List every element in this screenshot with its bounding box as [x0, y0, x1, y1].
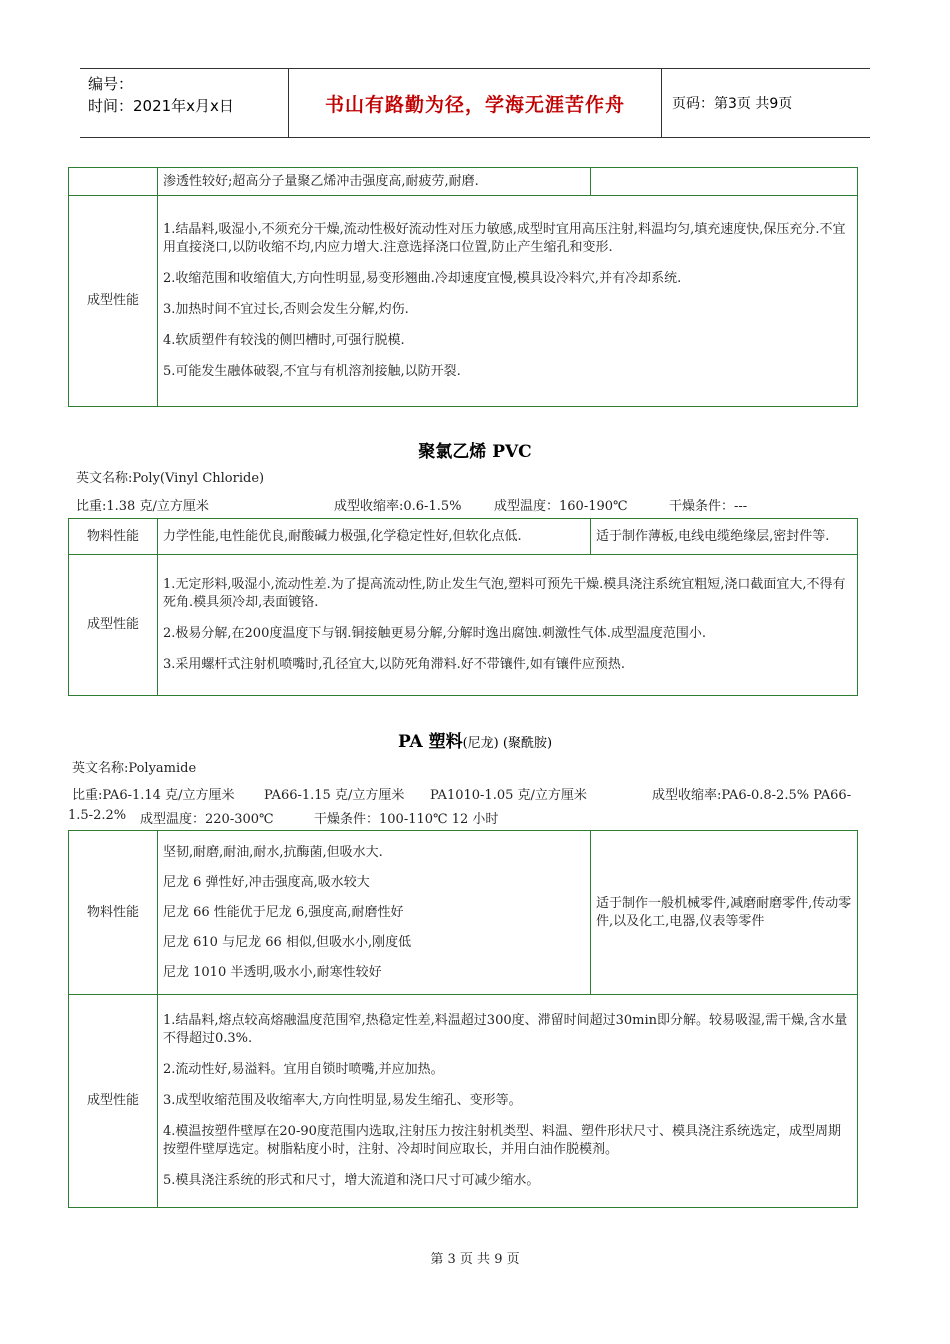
pa-title-subtitle: (尼龙) (聚酰胺) [462, 736, 553, 751]
page-header [80, 68, 870, 138]
pvc-density: 比重:1.38 克/立方厘米 [76, 499, 209, 514]
forming-item: 5.可能发生融体破裂,不宜与有机溶剂接触,以防开裂. [163, 364, 461, 379]
uses-cell [591, 168, 858, 196]
pe-properties-table [68, 167, 858, 407]
forming-item: 1.结晶料,吸湿小,不须充分干燥,流动性极好流动性对压力敏感,成型时宜用高压注射,料温均匀,填充速度快,保压充分.不宜用直接浇口,以防收缩不均,内应力增大.注意选择浇口位置,防止产生缩孔和变形. [163, 222, 846, 255]
forming-item: 4.软质塑件有较浅的侧凹槽时,可强行脱模. [163, 333, 405, 348]
table-row [69, 196, 858, 407]
material-item: 尼龙 610 与尼龙 66 相似,但吸水小,刚度低 [163, 934, 412, 950]
forming-item: 2.收缩范围和收缩值大,方向性明显,易变形翘曲.冷却速度宜慢,模具设冷料穴,并有冷却系统. [163, 271, 682, 286]
forming-item: 5.模具浇注系统的形式和尺寸，增大流道和浇口尺寸可减少缩水。 [163, 1173, 540, 1188]
forming-cell [158, 555, 858, 696]
doc-number-label: 编号： [88, 75, 134, 93]
uses-cell: 适于制作一般机械零件,减磨耐磨零件,传动零件,以及化工,电器,仪表等零件 [591, 831, 858, 995]
table-row [69, 555, 858, 696]
table-row [69, 519, 858, 555]
pa-drying: 干燥条件：100-110℃ 12 小时 [314, 812, 499, 827]
pa-density-pa1010: PA1010-1.05 克/立方厘米 [430, 788, 587, 803]
forming-item: 3.加热时间不宜过长,否则会发生分解,灼伤. [163, 302, 409, 317]
page-footer: 第 3 页 共 9 页 [430, 1252, 520, 1267]
pa-shrinkage-line1: 成型收缩率:PA6-0.8-2.5% PA66- [652, 788, 852, 803]
pa-english-name: 英文名称:Polyamide [72, 761, 197, 776]
table-row [69, 168, 858, 196]
pvc-title: 聚氯乙烯 PVC [418, 442, 532, 462]
empty-label-cell [69, 168, 158, 196]
header-motto: 书山有路勤为径，学海无涯苦作舟 [288, 69, 662, 137]
forming-item: 2.流动性好,易溢料。宜用自锁时喷嘴,并应加热。 [163, 1062, 444, 1077]
forming-item: 4.模温按塑件壁厚在20-90度范围内选取,注射压力按注射机类型、料温、塑件形状尺寸、模具浇注系统选定，成型周期按塑件壁厚选定。树脂粘度小时，注射、冷却时间应取长，并用白油作脱模剂。 [163, 1124, 842, 1157]
pvc-shrinkage: 成型收缩率:0.6-1.5% [334, 499, 462, 514]
pa-properties-table [68, 830, 858, 1208]
forming-item: 1.无定形料,吸湿小,流动性差.为了提高流动性,防止发生气泡,塑料可预先干燥.模具浇注系统宜粗短,浇口截面宜大,不得有死角.模具须冷却,表面镀铬. [163, 577, 846, 610]
pa-density-pa6: 比重:PA6-1.14 克/立方厘米 [72, 788, 235, 803]
material-item: 尼龙 6 弹性好,冲击强度高,吸水较大 [163, 874, 370, 890]
forming-label: 成型性能 [69, 555, 158, 696]
uses-cell: 适于制作薄板,电线电缆绝缘层,密封件等. [591, 519, 858, 555]
material-item: 尼龙 1010 半透明,吸水小,耐寒性较好 [163, 964, 382, 980]
pa-temperature: 成型温度：220-300℃ [140, 812, 274, 827]
forming-item: 3.采用螺杆式注射机喷嘴时,孔径宜大,以防死角滞料.好不带镶件,如有镶件应预热. [163, 657, 626, 672]
forming-item: 2.极易分解,在200度温度下与钢.铜接触更易分解,分解时逸出腐蚀.刺激性气体.成型温度范围小. [163, 626, 707, 641]
table-row [69, 995, 858, 1208]
header-meta [80, 69, 288, 137]
pa-density-pa66: PA66-1.15 克/立方厘米 [264, 788, 405, 803]
material-text-cell: 力学性能,电性能优良,耐酸碱力极强,化学稳定性好,但软化点低. [158, 519, 591, 555]
material-item: 尼龙 66 性能优于尼龙 6,强度高,耐磨性好 [163, 904, 404, 920]
material-label: 物料性能 [69, 831, 158, 995]
doc-time-label: 时间：2021年x月x日 [88, 97, 234, 115]
forming-item: 1.结晶料,熔点较高熔融温度范围窄,热稳定性差,料温超过300度、滞留时间超过30min即分解。较易吸湿,需干燥,含水量不得超过0.3%. [163, 1013, 848, 1046]
pvc-drying: 干燥条件：--- [669, 499, 748, 514]
table-row [69, 831, 858, 995]
pa-shrinkage-line2: 1.5-2.2% [68, 808, 127, 823]
material-label: 物料性能 [69, 519, 158, 555]
pvc-temperature: 成型温度：160-190℃ [494, 499, 628, 514]
pvc-properties-table [68, 518, 858, 696]
forming-item: 3.成型收缩范围及收缩率大,方向性明显,易发生缩孔、变形等。 [163, 1093, 522, 1108]
header-page-label: 页码：第3页 共9页 [672, 96, 793, 112]
material-text-cell: 渗透性较好;超高分子量聚乙烯冲击强度高,耐疲劳,耐磨. [158, 168, 591, 196]
pa-title: PA 塑料(尼龙) (聚酰胺) [397, 732, 553, 752]
material-item: 坚韧,耐磨,耐油,耐水,抗酶菌,但吸水大. [163, 844, 383, 860]
forming-cell [158, 196, 858, 407]
forming-label: 成型性能 [69, 995, 158, 1208]
pvc-english-name: 英文名称:Poly(Vinyl Chloride) [76, 471, 265, 486]
forming-cell [158, 995, 858, 1208]
forming-label: 成型性能 [69, 196, 158, 407]
material-cell [158, 831, 591, 995]
